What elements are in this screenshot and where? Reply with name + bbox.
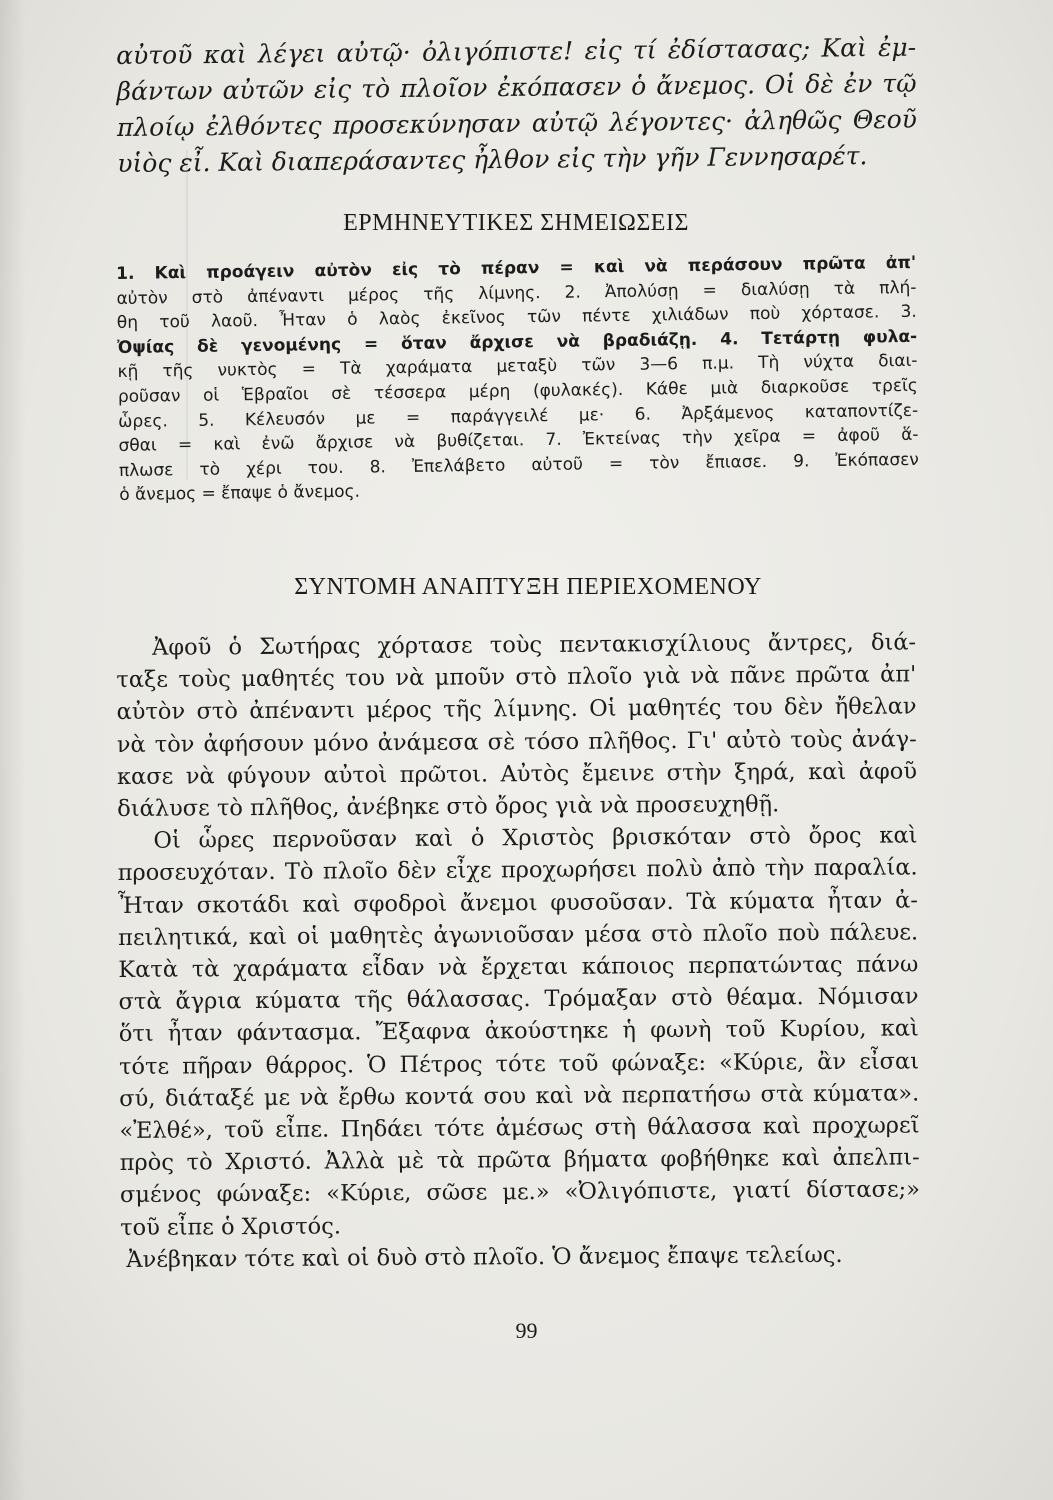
summary-line: Ἦταν σκοτάδι καὶ σφοδροὶ ἄνεμοι φυσοῦσαν. Τὰ κύματα ἦταν ἀ- xyxy=(117,887,918,919)
notes-line: ὁ ἄνεμος = ἔπαψε ὁ ἄνεμος. xyxy=(119,481,361,506)
page-spine-shadow xyxy=(0,0,26,1500)
intro-line: υἱὸς εἶ. Καὶ διαπεράσαντες ἦλθον εἰς τὴν γῆν Γεννησαρέτ. xyxy=(117,141,868,178)
notes-line: θη τοῦ λαοῦ. Ἦταν ὁ λαὸς ἐκεῖνος τῶν πέντε χιλιάδων ποὺ χόρτασε. 3. xyxy=(116,302,917,334)
scripture-passage xyxy=(116,30,917,182)
summary-line: τοῦ εἶπε ὁ Χριστός. xyxy=(120,1213,342,1241)
notes-line: ὧρες. 5. Κέλευσόν με = παράγγειλέ με· 6. Ἀρξάμενος καταποντίζε- xyxy=(118,400,919,432)
interpretive-notes xyxy=(116,251,919,508)
summary-line: προσευχόταν. Τὸ πλοῖο δὲν εἶχε προχωρήσει πολὺ ἀπὸ τὴν παραλία. xyxy=(117,854,918,887)
summary-line: σμένος φώναξε: «Κύριε, σῶσε με.» «Ὀλιγόπιστε, γιατί δίστασε;» xyxy=(119,1176,921,1209)
summary-line: αὐτὸν στὸ ἀπέναντι μέρος τῆς λίμνης. Οἱ μαθητές του δὲν ἤθελαν xyxy=(116,693,917,726)
summary-line: Ἀνέβηκαν τότε καὶ οἱ δυὸ στὸ πλοῖο. Ὁ ἄνεμος ἔπαψε τελείως. xyxy=(126,1241,843,1273)
intro-line: αὐτοῦ καὶ λέγει αὐτῷ· ὀλιγόπιστε! εἰς τί ἐδίστασας; Καὶ ἐμ- xyxy=(116,32,917,70)
intro-line: βάντων αὐτῶν εἰς τὸ πλοῖον ἐκόπασεν ὁ ἄνεμος. Οἱ δὲ ἐν τῷ xyxy=(116,68,917,106)
content-summary xyxy=(116,626,920,1276)
notes-line: κῇ τῆς νυκτὸς = Τὰ χαράματα μεταξὺ τῶν 3—6 π.μ. Τὴ νύχτα διαι- xyxy=(117,351,918,383)
summary-line: πειλητικά, καὶ οἱ μαθητὲς ἀγωνιοῦσαν μέσα στὸ πλοῖο ποὺ πάλευε. xyxy=(118,919,919,951)
summary-line: ὅτι ἦταν φάντασμα. Ἔξαφνα ἀκούστηκε ἡ φωνὴ τοῦ Κυρίου, καὶ xyxy=(118,1015,919,1048)
summary-line: Ἀφοῦ ὁ Σωτήρας χόρτασε τοὺς πεντακισχίλιους ἄντρες, διά- xyxy=(152,629,917,661)
summary-line: πρὸς τὸ Χριστό. Ἀλλὰ μὲ τὰ πρῶτα βήματα φοβήθηκε καὶ ἀπελπι- xyxy=(119,1144,920,1177)
summary-line: διάλυσε τὸ πλῆθος, ἀνέβηκε στὸ ὄρος γιὰ νὰ προσευχηθῇ. xyxy=(117,791,780,823)
summary-line: «Ἐλθέ», τοῦ εἶπε. Πηδάει τότε ἀμέσως στὴ θάλασσα καὶ προχωρεῖ xyxy=(119,1112,920,1145)
notes-line: πλωσε τὸ χέρι του. 8. Ἐπελάβετο αὐτοῦ = τὸν ἔπιασε. 9. Ἐκόπασεν xyxy=(118,449,919,481)
notes-line: 1. Καὶ προάγειν αὐτὸν εἰς τὸ πέραν = καὶ νὰ περάσουν πρῶτα ἀπ' xyxy=(116,252,917,284)
summary-line: ταξε τοὺς μαθητές του νὰ μποῦν στὸ πλοῖο γιὰ νὰ πᾶνε πρῶτα ἀπ' xyxy=(116,661,917,694)
summary-line: κασε νὰ φύγουν αὐτοὶ πρῶτοι. Αὐτὸς ἔμεινε στὴν ξηρά, καὶ ἀφοῦ xyxy=(116,758,918,790)
summary-line: σύ, διάταξέ με νὰ ἔρθω κοντά σου καὶ νὰ περπατήσω στὰ κύματα». xyxy=(119,1080,920,1112)
notes-line: σθαι = καὶ ἐνῶ ἄρχισε νὰ βυθίζεται. 7. Ἐκτείνας τὴν χεῖρα = ἀφοῦ ἅ- xyxy=(118,424,919,457)
summary-line: Κατὰ τὰ χαράματα εἶδαν νὰ ἔρχεται κάποιος περπατώντας πάνω xyxy=(118,951,919,984)
summary-line: στὰ ἄγρια κύματα τῆς θάλασσας. Τρόμαξαν στὸ θέαμα. Νόμισαν xyxy=(118,983,919,1016)
notes-line: αὐτὸν στὸ ἀπέναντι μέρος τῆς λίμνης. 2. Ἀπολύσῃ = διαλύσῃ τὰ πλή- xyxy=(116,277,917,309)
notes-heading: ΕΡΜΗΝΕΥΤΙΚΕΣ ΣΗΜΕΙΩΣΕΙΣ xyxy=(343,210,689,236)
summary-line: νὰ τὸν ἀφήσουν μόνο ἀνάμεσα σὲ τόσο πλῆθος. Γι' αὐτὸ τοὺς ἀνάγ- xyxy=(116,726,917,758)
summary-line: Οἱ ὧρες περνοῦσαν καὶ ὁ Χριστὸς βρισκόταν στὸ ὄρος καὶ xyxy=(153,822,918,854)
notes-line: ροῦσαν οἱ Ἑβραῖοι σὲ τέσσερα μέρη (φυλακές). Κάθε μιὰ διαρκοῦσε τρεῖς xyxy=(117,375,918,407)
notes-line: Ὀψίας δὲ γενομένης = ὅταν ἄρχισε νὰ βραδιάζῃ. 4. Τετάρτῃ φυλα- xyxy=(117,326,918,358)
intro-line: πλοίῳ ἐλθόντες προσεκύνησαν αὐτῷ λέγοντες· ἀληθῶς Θεοῦ xyxy=(116,104,918,142)
summary-heading: ΣΥΝΤΟΜΗ ΑΝΑΠΤΥΞΗ ΠΕΡΙΕΧΟΜΕΝΟΥ xyxy=(294,574,762,600)
page-number: 99 xyxy=(515,1318,538,1343)
summary-line: τότε πῆραν θάρρος. Ὁ Πέτρος τότε τοῦ φώναξε: «Κύριε, ἂν εἶσαι xyxy=(118,1048,920,1080)
